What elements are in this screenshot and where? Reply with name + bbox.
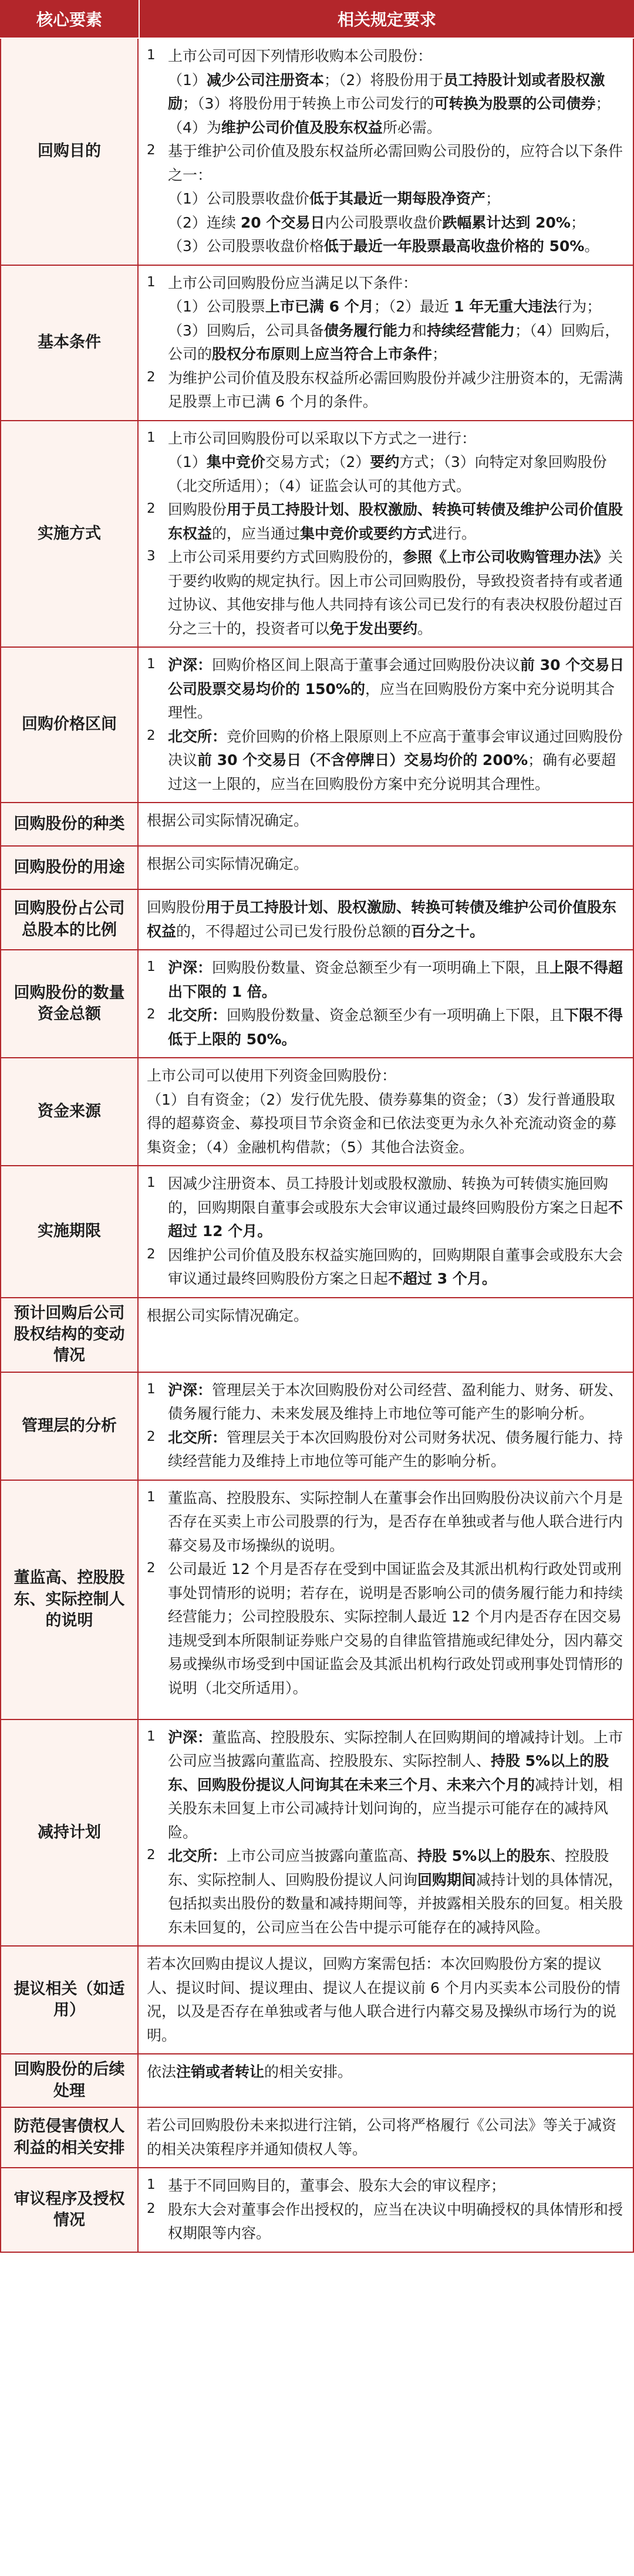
row-key: 预计回购后公司股权结构的变动情况 [0, 1298, 139, 1372]
row-value: 若本次回购由提议人提议，回购方案需包括：本次回购股份方案的提议人、提议时间、提议理由、提议人在提议前 6 个月内买卖本公司股份的情况，以及是否存在单独或者与他人联合进行内幕交易及操纵市场行为的说明。 [139, 1947, 634, 2053]
row-value: 1 沪深：管理层关于本次回购股份对公司经营、盈利能力、财务、研发、债务履行能力、未来发展及维持上市地位等可能产生的影响分析。 2 北交所：管理层关于本次回购股份对公司财务状况、债务履行能力、持续经营能力及维持上市地位等可能产生的影响分析。 [139, 1373, 634, 1480]
row-value: 1 董监高、控股股东、实际控制人在董事会作出回购股份决议前六个月是否存在买卖上市公司股票的行为，是否存在单独或者与他人联合进行内幕交易及市场操纵的说明。 2 公司最近 12 个月是否存在受到中国证监会及其派出机构行政处罚或刑事处罚情形的说明；若存在，说明是否影响公司的债务履行能力和持续经营能力；公司控股股东、实际控制人最近 12 个月内是否存在因交易违规受到本所限制证券账户交易的自律监管措施或纪律处分，因内幕交易或操纵市场受到中国证监会及其派出机构行政处罚或刑事处罚情形的说明（北交所适用）。 [139, 1481, 634, 1719]
header-key: 核心要素 [0, 0, 140, 38]
row-key: 基本条件 [0, 266, 139, 420]
header-value: 相关规定要求 [337, 10, 436, 29]
table-body [0, 39, 634, 2253]
row-key: 提议相关（如适用） [0, 1947, 139, 2053]
row-value: 1 沪深：回购股份数量、资金总额至少有一项明确上下限，且上限不得超出下限的 1 倍。 2 北交所：回购股份数量、资金总额至少有一项明确上下限，且下限不得低于上限的 50%。 [139, 950, 634, 1057]
row-key: 回购股份占公司总股本的比例 [0, 890, 139, 949]
row-value: 根据公司实际情况确定。 [139, 1298, 634, 1372]
row-value: 根据公司实际情况确定。 [139, 847, 634, 889]
row-value: 1 沪深：回购价格区间上限高于董事会通过回购股份决议前 30 个交易日公司股票交易均价的 150%的，应当在回购股份方案中充分说明其合理性。 2 北交所：竞价回购的价格上限原则上不应高于董事会审议通过回购股份决议前 30 个交易日（不含停牌日）交易均价的 200%；确有必要超过这一上限的，应当在回购股份方案中充分说明其合理性。 [139, 648, 634, 802]
row-value: 1 沪深：董监高、控股股东、实际控制人在回购期间的增减持计划。上市公司应当披露向董监高、控股股东、实际控制人、持股 5%以上的股东、回购股份提议人问询其在未来三个月、未来六个月的减持计划，相关股东未回复上市公司减持计划问询的，应当提示可能存在的减持风险。 2 北交所：上市公司应当披露向董监高、持股 5%以上的股东、控股股东、实际控制人、回购股份提议人问询回购期间减持计划的具体情况，包括拟卖出股份的数量和减持期间等，并披露相关股东的回复。相关股东未回复的，公司应当在公告中提示可能存在的减持风险。 [139, 1720, 634, 1946]
table-row [0, 1720, 634, 1947]
table-row [0, 2108, 634, 2168]
row-key: 资金来源 [0, 1058, 139, 1165]
row-value: 1 上市公司可因下列情形收购本公司股份： （1）减少公司注册资本；（2）将股份用于员工持股计划或者股权激励；（3）将股份用于转换上市公司发行的可转换为股票的公司债券；（4）为维护公司价值及股东权益所必需。 2 基于维护公司价值及股东权益所必需回购公司股份的，应符合以下条件之一： （1）公司股票收盘价低于其最近一期每股净资产； （2）连续 20 个交易日内公司股票收盘价跌幅累计达到 20%； （3）公司股票收盘价格低于最近一年股票最高收盘价格的 50%。 [139, 39, 634, 265]
table-header [0, 0, 634, 39]
table-row [0, 421, 634, 648]
row-value: 根据公司实际情况确定。 [139, 803, 634, 845]
table-row [0, 2054, 634, 2108]
row-value: 1 上市公司回购股份可以采取以下方式之一进行： （1）集中竞价交易方式；（2）要约方式；（3）向特定对象回购股份（北交所适用）；（4）证监会认可的其他方式。 2 回购股份用于员工持股计划、股权激励、转换可转债及维护公司价值股东权益的，应当通过集中竞价或要约方式进行。 3 上市公司采用要约方式回购股份的，参照《上市公司收购管理办法》关于要约收购的规定执行。因上市公司回购股份，导致投资者持有或者通过协议、其他安排与他人共同持有该公司已发行的有表决权股份超过百分之三十的，投资者可以免于发出要约。 [139, 421, 634, 647]
table-row [0, 266, 634, 421]
table-row [0, 1166, 634, 1298]
row-value: 若公司回购股份未来拟进行注销，公司将严格履行《公司法》等关于减资的相关决策程序并通知债权人等。 [139, 2108, 634, 2167]
row-value: 1 上市公司回购股份应当满足以下条件： （1）公司股票上市已满 6 个月；（2）最近 1 年无重大违法行为；（3）回购后，公司具备债务履行能力和持续经营能力；（4）回购后，公司的股权分布原则上应当符合上市条件； 2 为维护公司价值及股东权益所必需回购股份并减少注册资本的，无需满足股票上市已满 6 个月的条件。 [139, 266, 634, 420]
table-row [0, 1481, 634, 1720]
table-row [0, 1058, 634, 1166]
row-key: 回购股份的后续处理 [0, 2054, 139, 2107]
table-row [0, 1298, 634, 1373]
row-key: 回购股份的数量 资金总额 [0, 950, 139, 1057]
table-row [0, 847, 634, 890]
row-key: 减持计划 [0, 1720, 139, 1946]
row-key: 回购价格区间 [0, 648, 139, 802]
table-row [0, 1947, 634, 2054]
row-value: 1 基于不同回购目的，董事会、股东大会的审议程序； 2 股东大会对董事会作出授权的，应当在决议中明确授权的具体情形和授权期限等内容。 [139, 2168, 634, 2252]
row-key: 回购股份的种类 [0, 803, 139, 845]
row-key: 审议程序及授权情况 [0, 2168, 139, 2252]
table-row [0, 2168, 634, 2253]
table-row [0, 648, 634, 803]
row-key: 实施期限 [0, 1166, 139, 1297]
table-row [0, 950, 634, 1058]
row-value: 上市公司可以使用下列资金回购股份： （1）自有资金；（2）发行优先股、债券募集的资金；（3）发行普通股取得的超募资金、募投项目节余资金和已依法变更为永久补充流动资金的募集资金；（4）金融机构借款；（5）其他合法资金。 [139, 1058, 634, 1165]
row-value: 回购股份用于员工持股计划、股权激励、转换可转债及维护公司价值股东权益的，不得超过公司已发行股份总额的百分之十。 [139, 890, 634, 949]
row-key: 回购股份的用途 [0, 847, 139, 889]
table-row [0, 39, 634, 266]
row-key: 实施方式 [0, 421, 139, 647]
row-value: 1 因减少注册资本、员工持股计划或股权激励、转换为可转债实施回购的，回购期限自董事会或股东大会审议通过最终回购股份方案之日起不超过 12 个月。 2 因维护公司价值及股东权益实施回购的，回购期限自董事会或股东大会审议通过最终回购股份方案之日起不超过 3 个月。 [139, 1166, 634, 1297]
row-key: 董监高、控股股东、实际控制人的说明 [0, 1481, 139, 1719]
row-value: 依法注销或者转让的相关安排。 [139, 2054, 634, 2107]
row-key: 防范侵害债权人利益的相关安排 [0, 2108, 139, 2167]
table-row [0, 803, 634, 847]
row-key: 回购目的 [0, 39, 139, 265]
table-row [0, 890, 634, 950]
table-row [0, 1373, 634, 1481]
row-key: 管理层的分析 [0, 1373, 139, 1480]
